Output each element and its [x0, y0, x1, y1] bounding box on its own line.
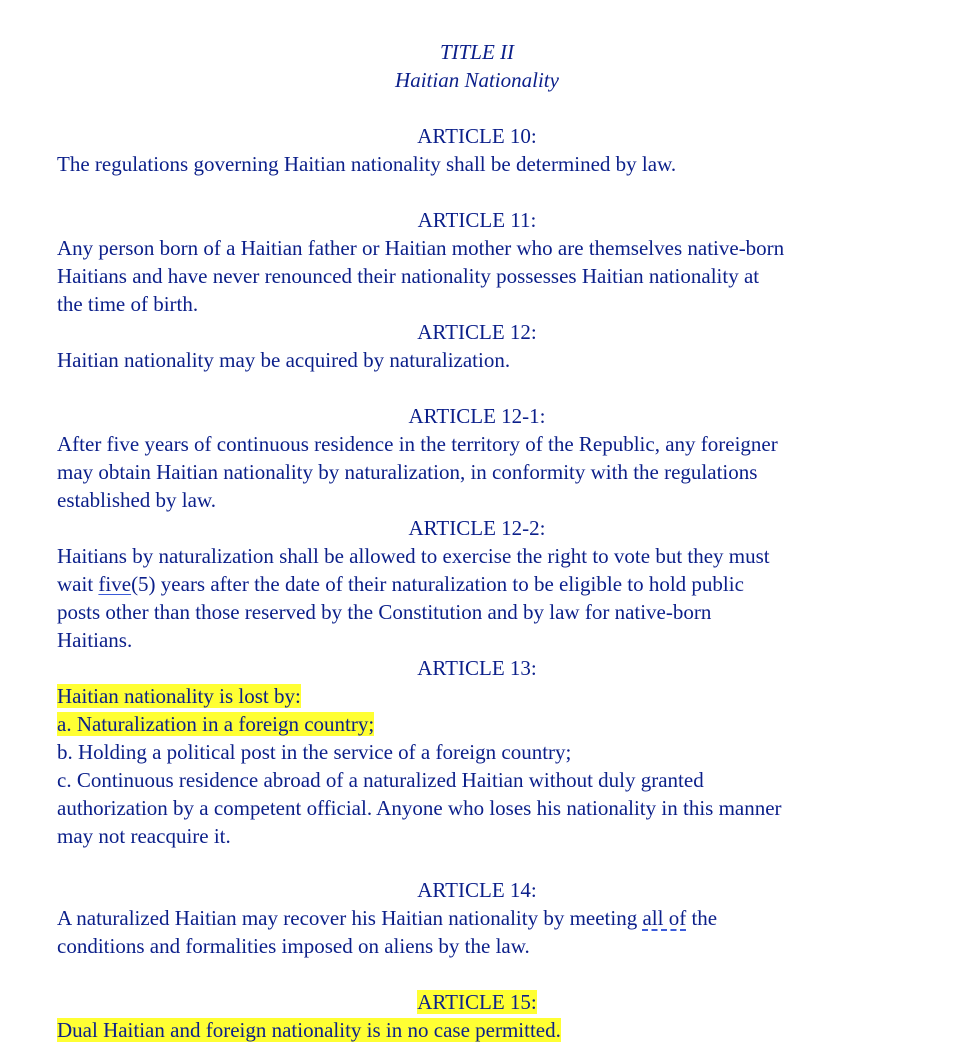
- article-12-label: ARTICLE 12:: [417, 320, 537, 344]
- article-12-2-line-3: posts other than those reserved by the Constitution and by law for native-born: [57, 600, 712, 624]
- article-12-1-line-1: After five years of continuous residence in the territory of the Republic, any foreigner: [57, 432, 778, 456]
- article-12-2-line-2-pre: wait: [57, 572, 99, 596]
- article-12-1-label: ARTICLE 12-1:: [408, 404, 546, 428]
- article-13-item-a-highlight: a. Naturalization in a foreign country;: [57, 712, 375, 736]
- article-12-text: Haitian nationality may be acquired by naturalization.: [57, 348, 511, 372]
- article-12-1-line-3: established by law.: [57, 488, 217, 512]
- title-subheading: Haitian Nationality: [395, 68, 559, 92]
- article-13-item-c-line-2: authorization by a competent official. Anyone who loses his nationality in this manner: [57, 796, 782, 820]
- article-10-label: ARTICLE 10:: [417, 124, 537, 148]
- article-15-label-row: [0, 988, 954, 1016]
- article-14-line-2: conditions and formalities imposed on aliens by the law.: [57, 934, 530, 958]
- article-10-text: The regulations governing Haitian nationality shall be determined by law.: [57, 152, 677, 176]
- article-13-intro-highlight: Haitian nationality is lost by:: [57, 684, 301, 708]
- article-15-text: Dual Haitian and foreign nationality is in no case permitted.: [57, 1018, 561, 1042]
- article-12-1-line-2: may obtain Haitian nationality by naturalization, in conformity with the regulations: [57, 460, 758, 484]
- article-15-text-row: [57, 1016, 561, 1044]
- article-12-2-line-2-post: (5) years after the date of their naturalization to be eligible to hold public: [131, 572, 744, 596]
- article-11-label: ARTICLE 11:: [417, 208, 537, 232]
- article-12-2-line-2: [57, 570, 744, 598]
- grammar-flag-all-of[interactable]: all of: [642, 906, 687, 930]
- article-12-2-label: ARTICLE 12-2:: [408, 516, 546, 540]
- title-heading: TITLE II: [439, 40, 515, 64]
- article-15-label: ARTICLE 15:: [417, 990, 537, 1014]
- article-14-label: ARTICLE 14:: [417, 878, 537, 902]
- article-13-label: ARTICLE 13:: [417, 656, 537, 680]
- article-13-item-c-line-3: may not reacquire it.: [57, 824, 231, 848]
- article-14-line-1-post: the: [686, 906, 718, 930]
- article-12-2-line-4: Haitians.: [57, 628, 133, 652]
- article-12-2-line-1: Haitians by naturalization shall be allowed to exercise the right to vote but they must: [57, 544, 770, 568]
- article-14-line-1-pre: A naturalized Haitian may recover his Haitian nationality by meeting: [57, 906, 643, 930]
- article-13-item-c-line-1: c. Continuous residence abroad of a naturalized Haitian without duly granted: [57, 768, 704, 792]
- grammar-flag-five[interactable]: five: [98, 572, 132, 596]
- article-13-item-b: b. Holding a political post in the service of a foreign country;: [57, 740, 572, 764]
- article-11-line-2: Haitians and have never renounced their nationality possesses Haitian nationality at: [57, 264, 760, 288]
- article-14-line-1: [57, 904, 717, 932]
- article-11-line-3: the time of birth.: [57, 292, 199, 316]
- article-11-line-1: Any person born of a Haitian father or Haitian mother who are themselves native-born: [57, 236, 785, 260]
- article-13-intro: [57, 682, 301, 710]
- article-13-item-a: [57, 710, 374, 738]
